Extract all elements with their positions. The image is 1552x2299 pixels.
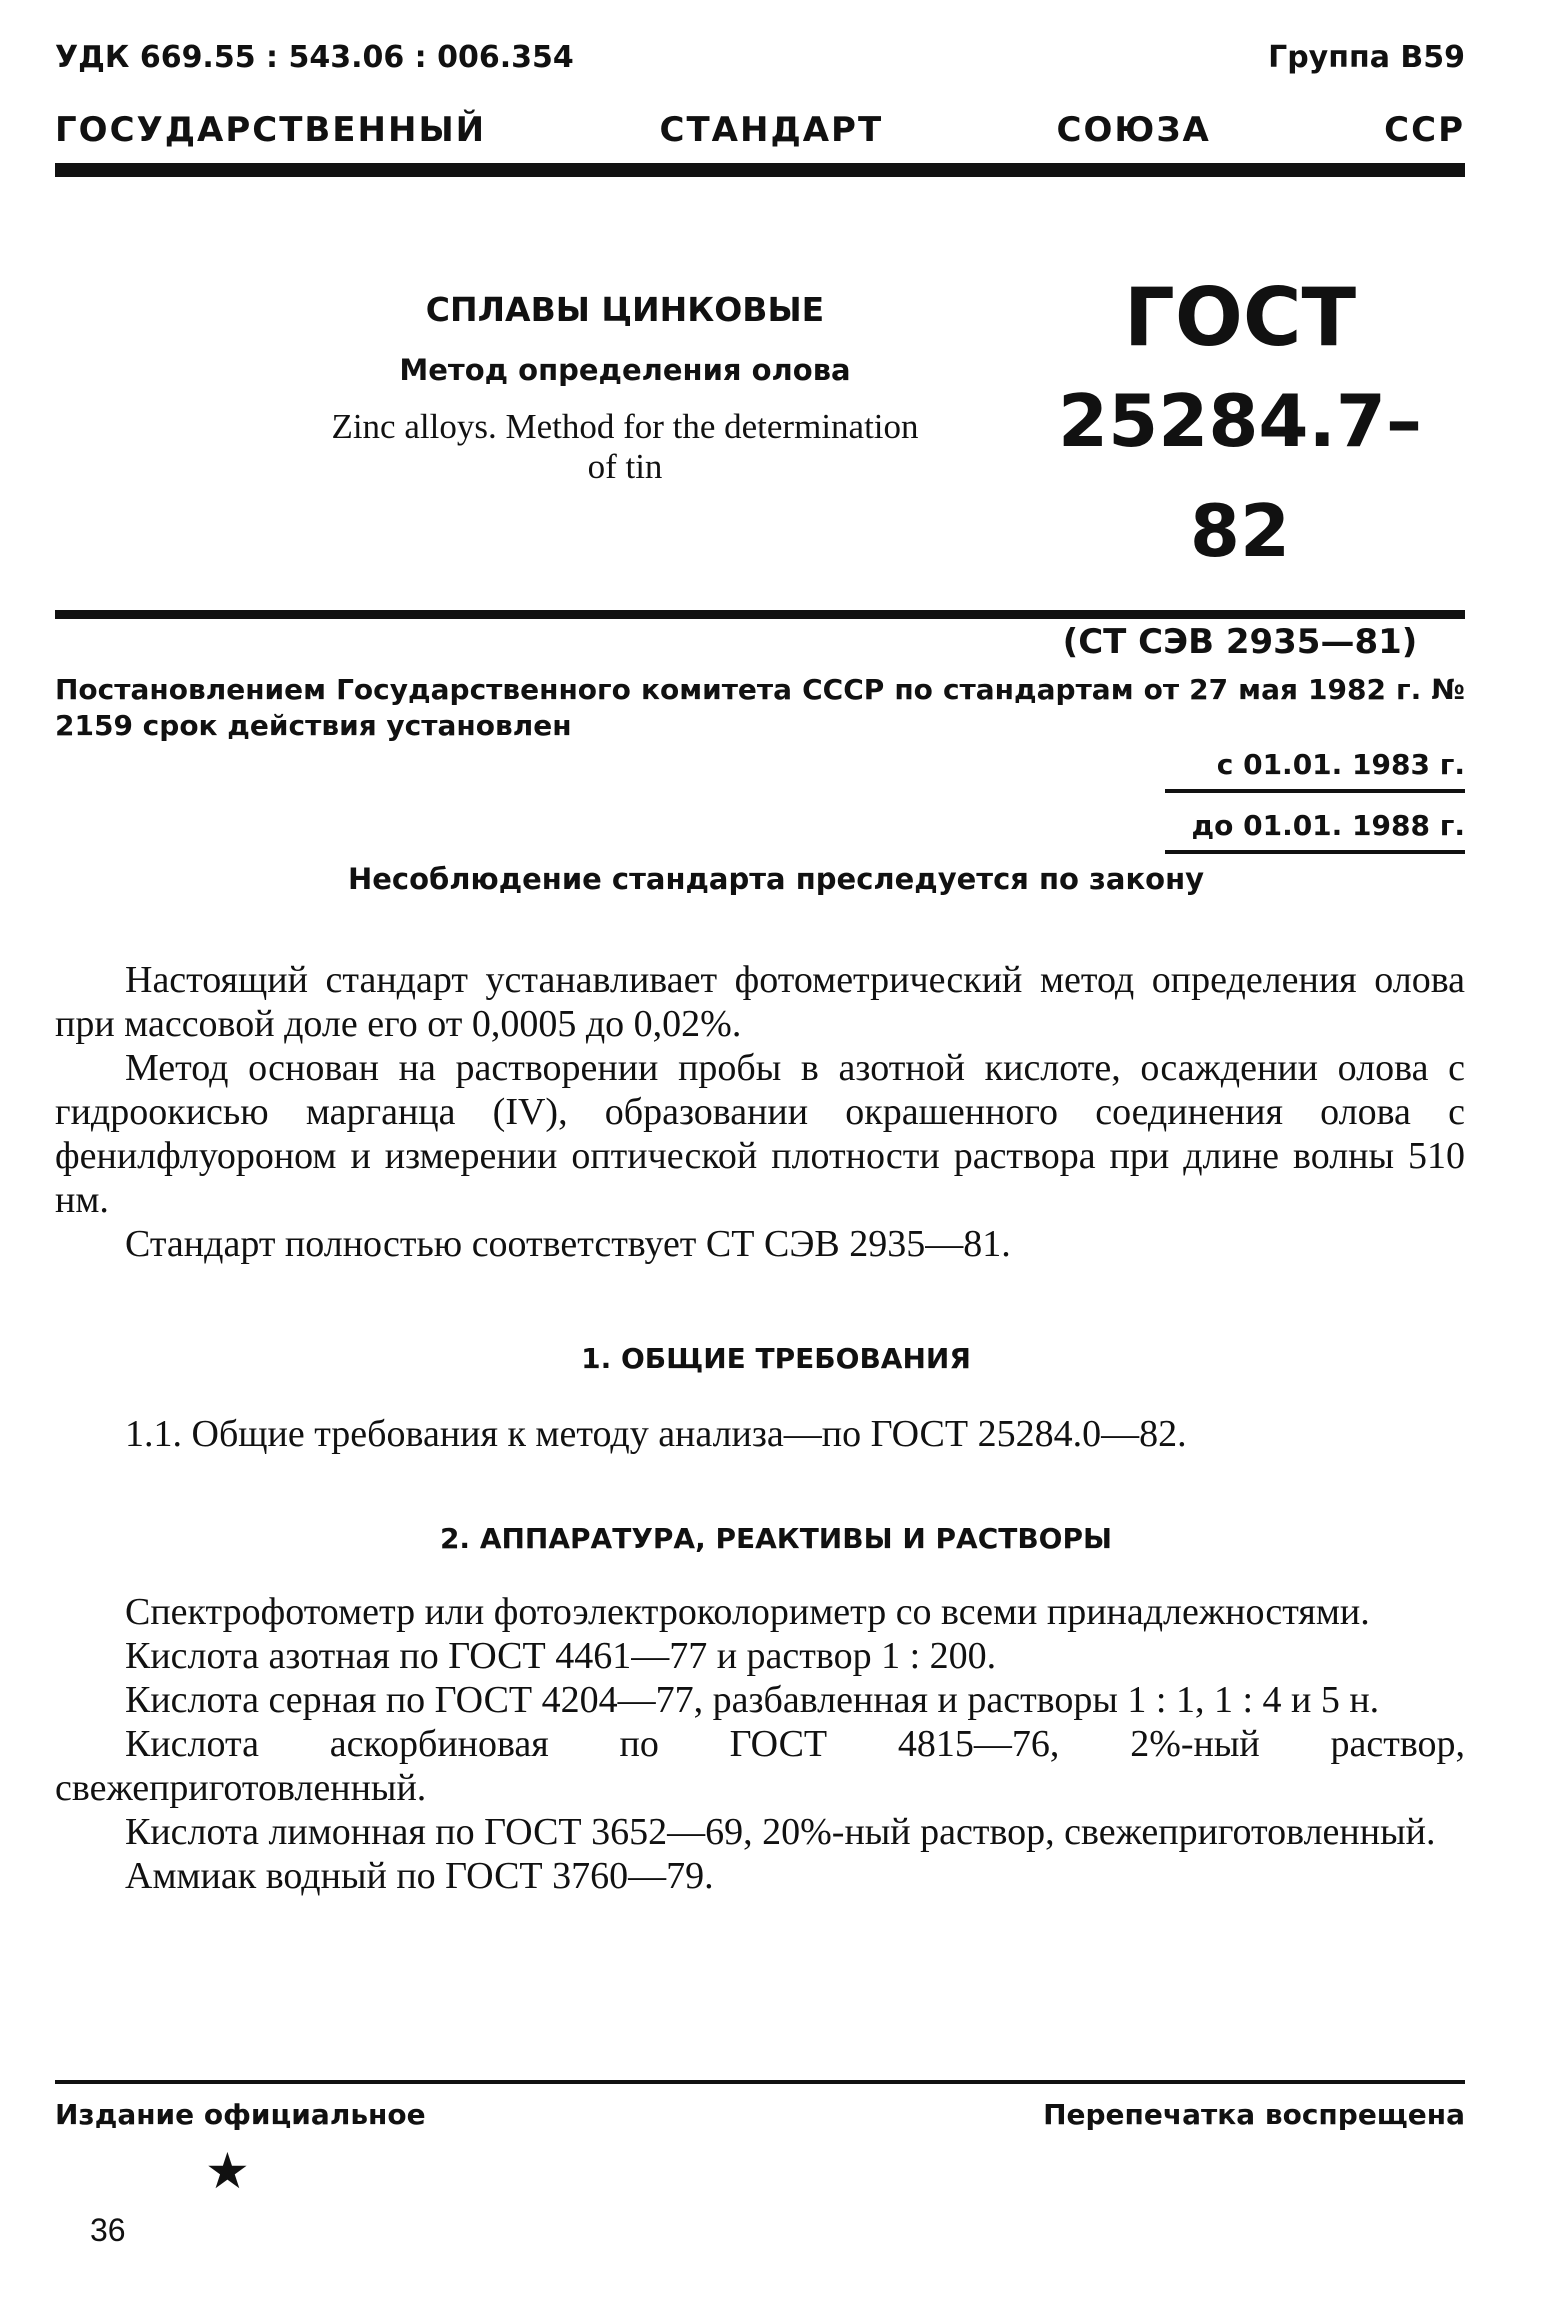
udk-code: УДК 669.55 : 543.06 : 006.354 bbox=[55, 40, 574, 75]
section-1-heading: 1. ОБЩИЕ ТРЕБОВАНИЯ bbox=[581, 1342, 971, 1375]
official-edition: Издание официальное bbox=[55, 2098, 426, 2131]
title-en bbox=[300, 407, 950, 487]
reagent-item: Кислота аскорбиновая по ГОСТ 4815—76, 2%-ный раствор, свежеприготовленный. bbox=[55, 1723, 1465, 1809]
section-2-heading: 2. АППАРАТУРА, РЕАКТИВЫ И РАСТВОРЫ bbox=[439, 1522, 1113, 1555]
intro-paragraph: Настоящий стандарт устанавливает фотометрический метод определения олова при массовой доле его от 0,0005 до 0,02%. bbox=[55, 959, 1465, 1045]
gost-word: ГОСТ bbox=[1123, 271, 1357, 364]
section-paragraph: 1.1. Общие требования к методу анализа—по ГОСТ 25284.0—82. bbox=[125, 1413, 1187, 1455]
intro-paragraph: Стандарт полностью соответствует СТ СЭВ 2935—81. bbox=[125, 1223, 1011, 1265]
reagent-item: Спектрофотометр или фотоэлектроколориметр со всеми принадлежностями. bbox=[125, 1591, 1370, 1633]
section-2-body bbox=[55, 1590, 1465, 1898]
title-divider bbox=[55, 610, 1465, 619]
gost-number: 25284.7–82 bbox=[1058, 379, 1422, 573]
banner-word: ССР bbox=[1384, 110, 1465, 150]
title-block bbox=[300, 290, 950, 487]
group-code: Группа В59 bbox=[1268, 40, 1465, 75]
date-to: до 01.01. 1988 г. bbox=[1165, 809, 1465, 854]
reagent-item: Кислота лимонная по ГОСТ 3652—69, 20%-ный раствор, свежеприготовленный. bbox=[125, 1811, 1436, 1853]
title-en-line: Zinc alloys. Method for the determination bbox=[331, 407, 919, 446]
cmea-reference: (СТ СЭВ 2935—81) bbox=[1062, 622, 1418, 662]
reagent-item: Кислота серная по ГОСТ 4204—77, разбавленная и растворы 1 : 1, 1 : 4 и 5 н. bbox=[125, 1679, 1380, 1721]
title-en-line: of tin bbox=[587, 447, 663, 486]
validity-dates bbox=[1165, 748, 1465, 870]
reprint-prohibited: Перепечатка воспрещена bbox=[1043, 2098, 1465, 2131]
star-icon: ★ bbox=[205, 2142, 250, 2200]
date-from: с 01.01. 1983 г. bbox=[1165, 748, 1465, 793]
title-ru: СПЛАВЫ ЦИНКОВЫЕ bbox=[425, 290, 825, 329]
section-1-body bbox=[55, 1412, 1465, 1456]
reagent-item: Кислота азотная по ГОСТ 4461—77 и раствор 1 : 200. bbox=[125, 1635, 997, 1677]
decree-text: Постановлением Государственного комитета СССР по стандартам от 27 мая 1982 г. № 2159 срок действия установлен bbox=[55, 673, 1465, 742]
header-divider bbox=[55, 163, 1465, 177]
gost-designation bbox=[1010, 270, 1470, 662]
legal-notice: Несоблюдение стандарта преследуется по закону bbox=[347, 862, 1205, 896]
subtitle-ru: Метод определения олова bbox=[399, 353, 851, 387]
page-number: 36 bbox=[90, 2212, 126, 2248]
state-standard-banner bbox=[55, 110, 1465, 158]
reagent-item: Аммиак водный по ГОСТ 3760—79. bbox=[125, 1855, 714, 1897]
banner-word: ГОСУДАРСТВЕННЫЙ bbox=[55, 110, 487, 150]
header-row bbox=[55, 40, 1465, 86]
footer-divider bbox=[55, 2080, 1465, 2084]
intro-paragraph: Метод основан на растворении пробы в азотной кислоте, осаждении олова с гидроокисью марганца (IV), образовании окрашенного соединения олова с фенилфлуороном и измерении оптической плотности раствора при длине волны 510 нм. bbox=[55, 1047, 1465, 1221]
banner-word: СОЮЗА bbox=[1056, 110, 1211, 150]
intro-section bbox=[55, 958, 1465, 1266]
banner-word: СТАНДАРТ bbox=[659, 110, 884, 150]
